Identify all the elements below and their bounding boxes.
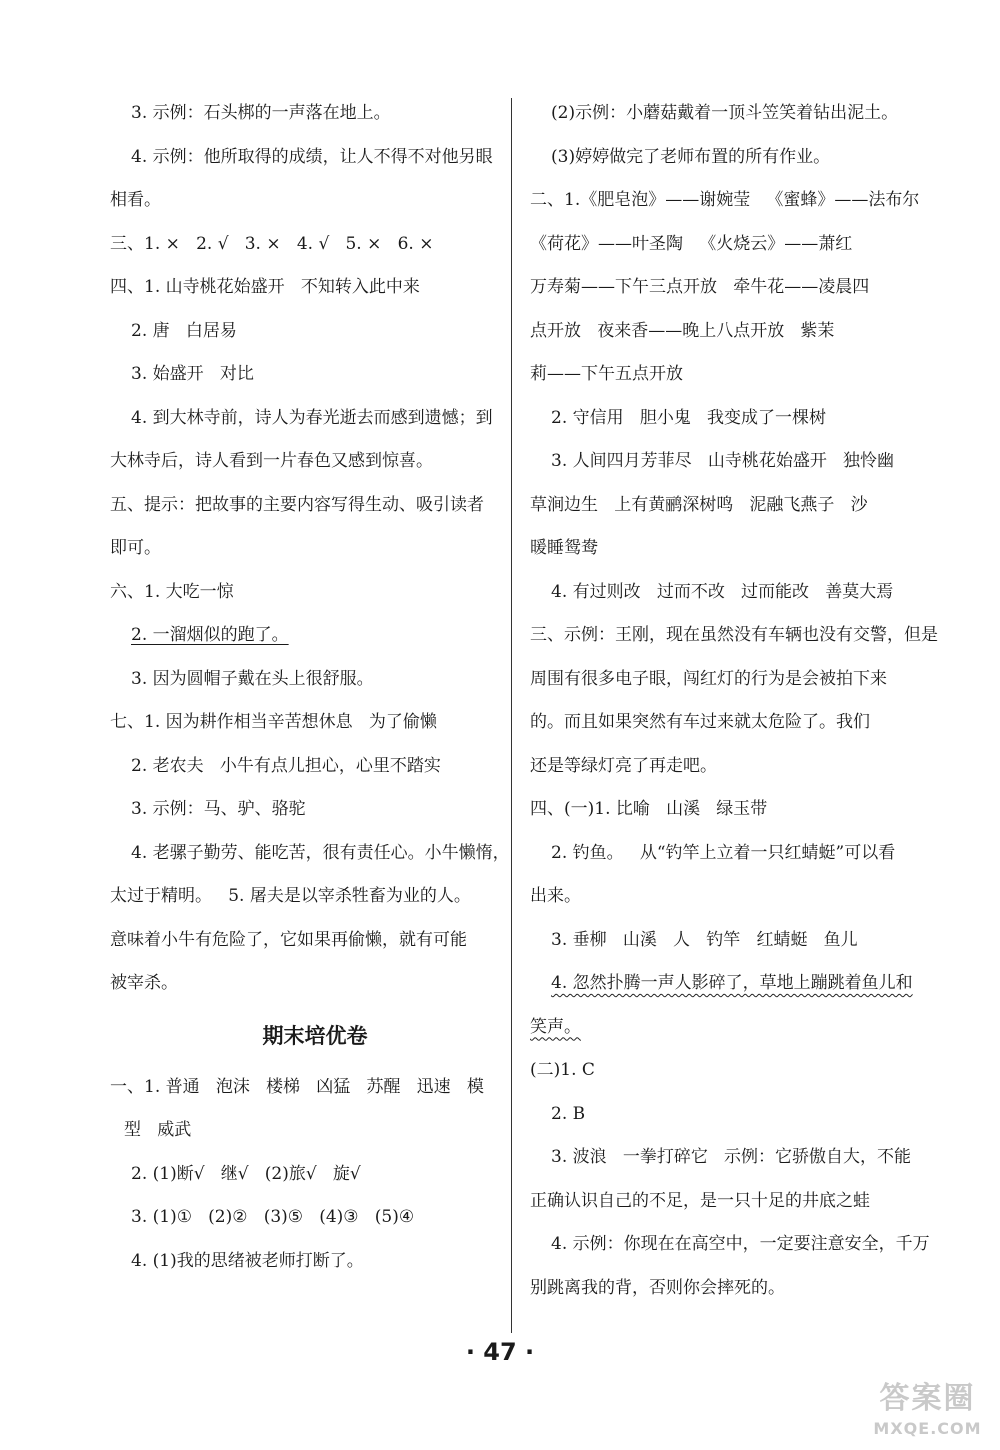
answer-line bbox=[110, 440, 500, 484]
answer-text: 三、1. × 2. √ 3. × 4. √ 5. × 6. × bbox=[110, 233, 434, 254]
answer-line bbox=[530, 92, 920, 136]
answer-text: 大林寺后，诗人看到一片春色又感到惊喜。 bbox=[110, 451, 433, 471]
answer-text: 3. 人间四月芳菲尽 山寺桃花始盛开 独怜幽 bbox=[551, 451, 895, 471]
left-column bbox=[110, 92, 510, 1283]
answer-line bbox=[530, 353, 920, 397]
answer-line bbox=[110, 701, 500, 745]
answer-text: 万寿菊——下午三点开放 牵牛花——凌晨四 bbox=[530, 277, 870, 297]
answer-text: 4. 老骡子勤劳、能吃苦，很有责任心。小牛懒惰， bbox=[131, 842, 510, 863]
answer-text: 2. 唐 白居易 bbox=[131, 320, 237, 341]
answer-text: 五、提示：把故事的主要内容写得生动、吸引读者 bbox=[110, 494, 484, 515]
answer-text: 还是等绿灯亮了再走吧。 bbox=[530, 755, 717, 776]
right-column bbox=[530, 92, 938, 1310]
answer-text: 暖睡鸳鸯 bbox=[530, 538, 598, 558]
answer-line bbox=[110, 179, 500, 223]
answer-text: 相看。 bbox=[110, 190, 161, 210]
answer-line bbox=[530, 614, 938, 658]
answer-line bbox=[110, 527, 500, 571]
answer-text: 4. 示例：你现在在高空中，一定要注意安全，千万 bbox=[551, 1234, 930, 1254]
answer-line bbox=[530, 1180, 920, 1224]
answer-text: 七、1. 因为耕作相当辛苦想休息 为了偷懒 bbox=[110, 712, 437, 732]
answer-line bbox=[110, 266, 500, 310]
answer-line bbox=[530, 179, 920, 223]
answer-line bbox=[530, 440, 920, 484]
answer-line bbox=[110, 614, 500, 658]
answer-line bbox=[530, 1093, 920, 1137]
answer-line bbox=[110, 310, 500, 354]
answer-line bbox=[110, 832, 510, 876]
section-heading: 期末培优卷 bbox=[262, 1023, 368, 1048]
answer-line bbox=[530, 962, 920, 1006]
answer-line bbox=[530, 745, 920, 789]
answer-text: 被宰杀。 bbox=[110, 973, 178, 993]
answer-line bbox=[530, 919, 920, 963]
answer-text: 四、(一)1. 比喻 山溪 绿玉带 bbox=[530, 799, 768, 819]
answer-text: 一、1. 普通 泡沫 楼梯 凶猛 苏醒 迅速 模 bbox=[110, 1076, 484, 1097]
answer-text: 2. 老农夫 小牛有点儿担心，心里不踏实 bbox=[131, 755, 441, 776]
answer-line bbox=[530, 310, 920, 354]
answer-line bbox=[530, 1223, 930, 1267]
answer-text: 4. 忽然扑腾一声人影碎了，草地上蹦跳着鱼儿和 bbox=[551, 973, 913, 993]
answer-text: 2. 钓鱼。 从“钓竿上立着一只红蜻蜓”可以看 bbox=[551, 842, 896, 863]
answer-line bbox=[110, 1240, 500, 1284]
answer-text: 4. 示例：他所取得的成绩，让人不得不对他另眼 bbox=[131, 146, 493, 167]
answer-text: 周围有很多电子眼，闯红灯的行为是会被拍下来 bbox=[530, 668, 887, 689]
answer-line bbox=[530, 484, 920, 528]
answer-text: 3. 示例：马、驴、骆驼 bbox=[131, 799, 306, 819]
answer-line bbox=[530, 1049, 920, 1093]
answer-line bbox=[530, 136, 920, 180]
answer-line bbox=[110, 658, 500, 702]
answer-line bbox=[110, 919, 500, 963]
answer-text: 点开放 夜来香——晚上八点开放 紫茉 bbox=[530, 320, 835, 341]
answer-text: 3. 始盛开 对比 bbox=[131, 364, 254, 384]
answer-line bbox=[110, 136, 500, 180]
answer-text: 出来。 bbox=[530, 886, 581, 906]
answer-text: 4. 到大林寺前，诗人为春光逝去而感到遗憾；到 bbox=[131, 407, 493, 428]
answer-text: 4. (1)我的思绪被老师打断了。 bbox=[131, 1250, 364, 1271]
answer-line bbox=[110, 223, 500, 267]
answer-text: 3. 垂柳 山溪 人 钓竿 红蜻蜓 鱼儿 bbox=[551, 929, 858, 950]
answer-text: 的。而且如果突然有车过来就太危险了。我们 bbox=[530, 712, 870, 732]
answer-line bbox=[530, 658, 920, 702]
answer-text: 六、1. 大吃一惊 bbox=[110, 581, 234, 602]
answer-line bbox=[530, 788, 920, 832]
answer-line bbox=[530, 701, 920, 745]
answer-line bbox=[530, 397, 920, 441]
page-number: · 47 · bbox=[465, 1338, 535, 1366]
answer-line bbox=[110, 92, 500, 136]
answer-text: 2. 守信用 胆小鬼 我变成了一棵树 bbox=[551, 407, 827, 428]
answer-text: (二)1. C bbox=[530, 1060, 595, 1080]
answer-text: 意味着小牛有危险了，它如果再偷懒，就有可能 bbox=[110, 929, 467, 950]
answer-line bbox=[110, 1196, 500, 1240]
answer-line bbox=[530, 527, 920, 571]
answer-text: 2. 一溜烟似的跑了。 bbox=[131, 625, 289, 645]
answer-line bbox=[110, 962, 500, 1006]
answer-text: 3. 因为圆帽子戴在头上很舒服。 bbox=[131, 668, 374, 689]
answer-text: 3. 波浪 一拳打碎它 示例：它骄傲自大，不能 bbox=[551, 1147, 912, 1167]
answer-text: 4. 有过则改 过而不改 过而能改 善莫大焉 bbox=[551, 581, 894, 602]
answer-line bbox=[110, 353, 500, 397]
answer-text: (2)示例：小蘑菇戴着一顶斗笠笑着钻出泥土。 bbox=[551, 103, 899, 123]
answer-text: 型 威武 bbox=[124, 1120, 192, 1140]
answer-text: 草涧边生 上有黄鹂深树鸣 泥融飞燕子 沙 bbox=[530, 494, 868, 515]
answer-text: 即可。 bbox=[110, 538, 161, 558]
answer-line bbox=[530, 266, 920, 310]
answer-text: 《荷花》——叶圣陶 《火烧云》——萧红 bbox=[530, 233, 853, 254]
answer-text: 别跳离我的背，否则你会摔死的。 bbox=[530, 1277, 785, 1298]
answer-line bbox=[110, 1153, 500, 1197]
answer-text: 笑声。 bbox=[530, 1016, 581, 1037]
answer-line bbox=[110, 1109, 500, 1153]
answer-line bbox=[530, 1006, 920, 1050]
answer-text: 2. (1)断√ 继√ (2)旅√ 旋√ bbox=[131, 1163, 361, 1184]
answer-text: 三、示例：王刚，现在虽然没有车辆也没有交警，但是 bbox=[530, 625, 938, 645]
answer-line bbox=[530, 571, 920, 615]
answer-line bbox=[110, 397, 500, 441]
answer-text: 2. B bbox=[551, 1103, 586, 1124]
answer-text: 二、1.《肥皂泡》——谢婉莹 《蜜蜂》——法布尔 bbox=[530, 190, 920, 210]
answer-text: 正确认识自己的不足，是一只十足的井底之蛙 bbox=[530, 1190, 870, 1211]
column-divider bbox=[511, 98, 512, 1333]
answer-text: (3)婷婷做完了老师布置的所有作业。 bbox=[551, 146, 831, 167]
answer-text: 四、1. 山寺桃花始盛开 不知转入此中来 bbox=[110, 277, 420, 297]
answer-text: 太过于精明。 5. 屠夫是以宰杀牲畜为业的人。 bbox=[110, 886, 471, 906]
answer-line bbox=[110, 745, 500, 789]
answer-text: 莉——下午五点开放 bbox=[530, 364, 683, 384]
answer-line bbox=[530, 875, 920, 919]
answer-line bbox=[530, 223, 920, 267]
answer-line bbox=[110, 875, 500, 919]
answer-line bbox=[530, 832, 920, 876]
watermark-url: MXQE.COM bbox=[873, 1419, 982, 1438]
answer-text: 3. 示例：石头梆的一声落在地上。 bbox=[131, 103, 391, 123]
answer-line bbox=[110, 484, 500, 528]
answer-line bbox=[110, 571, 500, 615]
answer-text: 3. (1)① (2)② (3)⑤ (4)③ (5)④ bbox=[131, 1207, 415, 1227]
answer-line bbox=[110, 788, 500, 832]
answer-line bbox=[530, 1136, 920, 1180]
answer-line bbox=[110, 1066, 500, 1110]
watermark-title: 答案圈 bbox=[879, 1381, 976, 1416]
watermark-logo bbox=[855, 1380, 1000, 1450]
answer-line bbox=[530, 1267, 920, 1311]
